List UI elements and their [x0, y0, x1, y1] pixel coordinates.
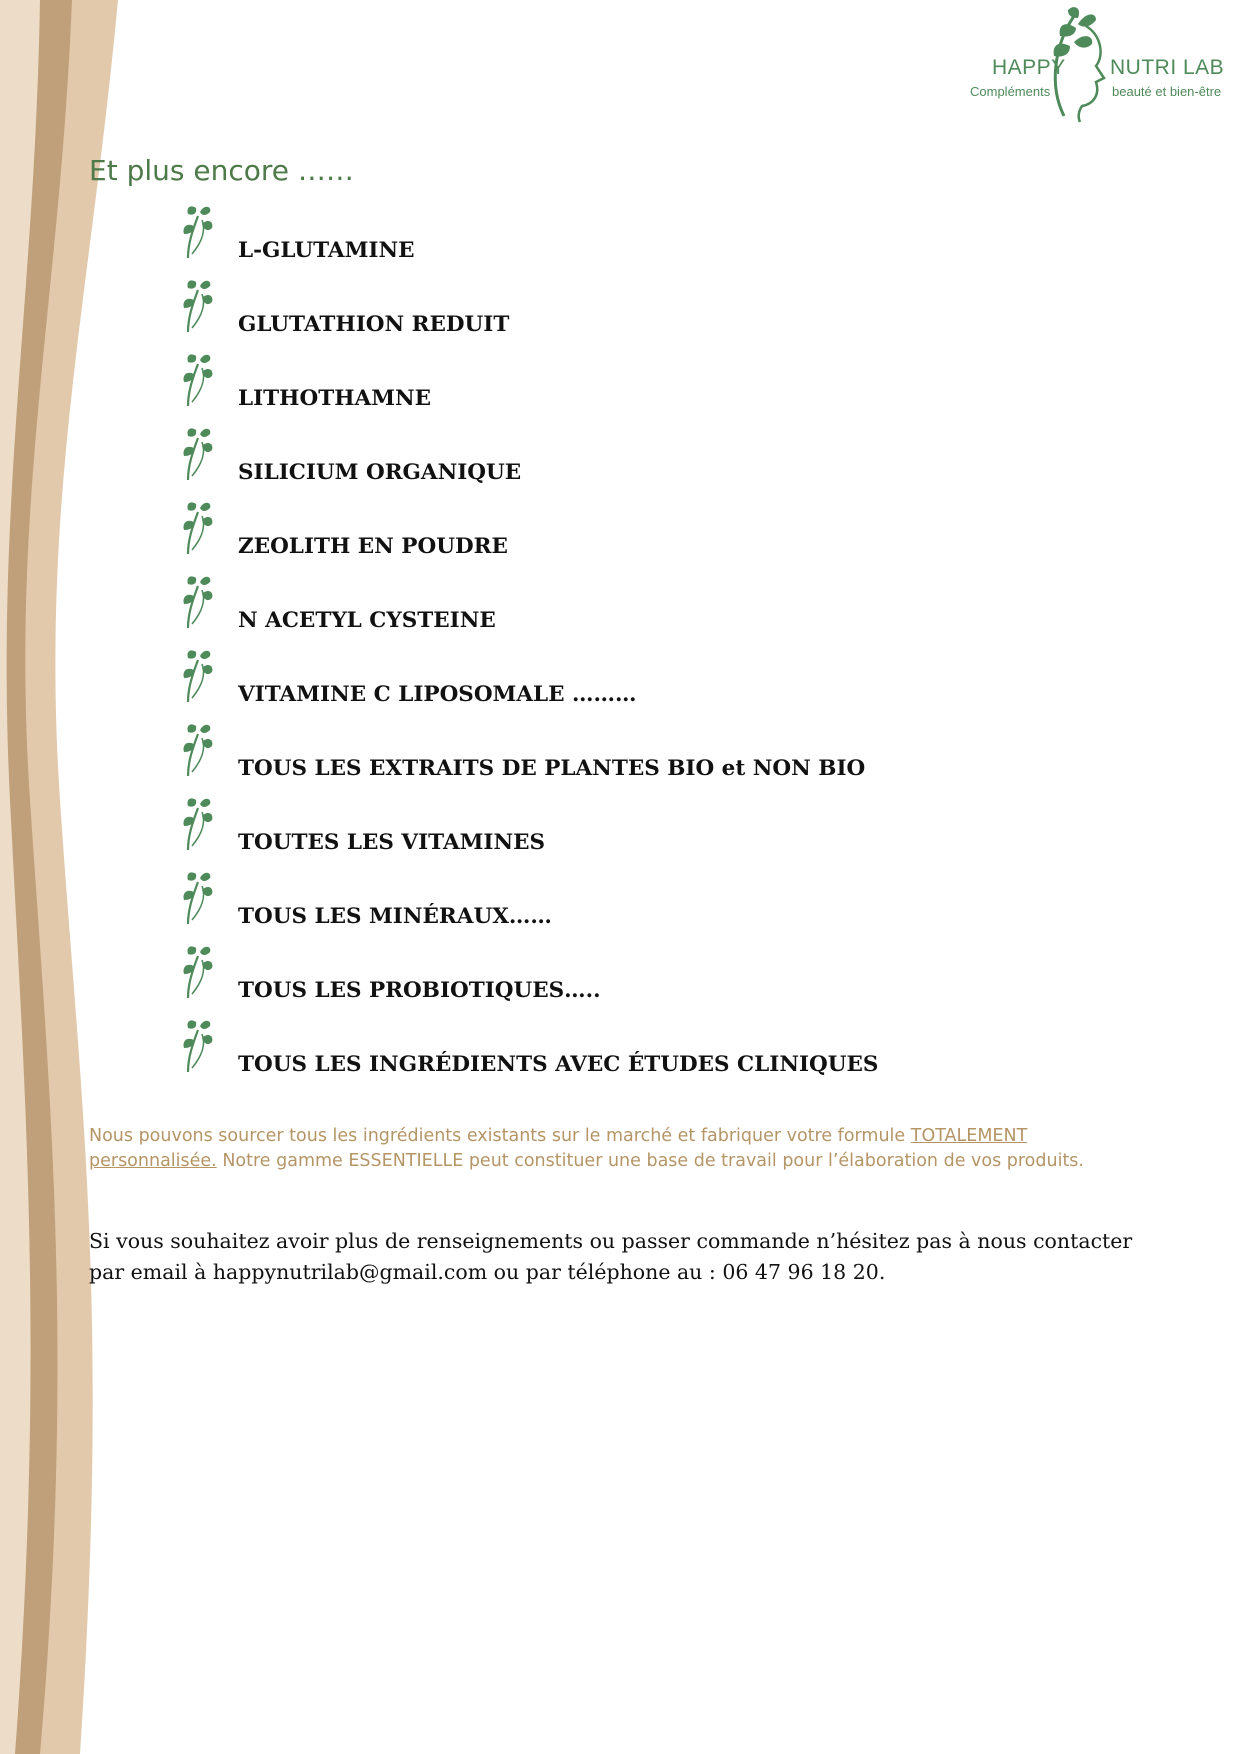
page-heading: Et plus encore ……: [89, 154, 354, 187]
list-item-label: TOUS LES MINÉRAUX……: [238, 904, 552, 929]
sourcing-text-1: Nous pouvons sourcer tous les ingrédients existants sur le marché et fabriquer votre formule: [89, 1126, 911, 1146]
list-item-label: TOUS LES PROBIOTIQUES…..: [238, 978, 601, 1003]
leaf-bullet-icon: [180, 1018, 214, 1074]
sourcing-paragraph: [89, 1124, 1149, 1174]
leaf-bullet-icon: [180, 944, 214, 1000]
list-item-label: L-GLUTAMINE: [238, 238, 415, 263]
list-item-label: SILICIUM ORGANIQUE: [238, 460, 522, 485]
leaf-bullet-icon: [180, 352, 214, 408]
list-item-label: VITAMINE C LIPOSOMALE ………: [238, 682, 637, 707]
logo-brand-right: NUTRI LAB: [1110, 56, 1225, 79]
list-item-label: TOUS LES INGRÉDIENTS AVEC ÉTUDES CLINIQUES: [238, 1052, 879, 1077]
list-item-label: TOUTES LES VITAMINES: [238, 830, 546, 855]
list-item-label: ZEOLITH EN POUDRE: [238, 534, 508, 559]
contact-paragraph: Si vous souhaitez avoir plus de renseignements ou passer commande n’hésitez pas à nous contacter par email à happynutrilab@gmail.com ou par téléphone au : 06 47 96 18 20.: [89, 1229, 1133, 1284]
leaf-bullet-icon: [180, 574, 214, 630]
leaf-bullet-icon: [180, 500, 214, 556]
brand-logo: [966, 6, 1236, 126]
list-item-label: TOUS LES EXTRAITS DE PLANTES BIO et NON BIO: [238, 756, 866, 781]
list-item-label: GLUTATHION REDUIT: [238, 312, 510, 337]
list-item-label: N ACETYL CYSTEINE: [238, 608, 496, 633]
logo-tagline-left: Compléments: [970, 84, 1051, 99]
leaf-bullet-icon: [180, 722, 214, 778]
leaf-bullet-icon: [180, 204, 214, 260]
leaf-bullet-icon: [180, 648, 214, 704]
sourcing-text-2: Notre gamme ESSENTIELLE peut constituer une base de travail pour l’élaboration de vos produits.: [216, 1151, 1084, 1171]
logo-tagline-right: beauté et bien-être: [1112, 84, 1222, 99]
decorative-wave-border: [0, 0, 130, 1754]
logo-brand-left: HAPPY: [992, 56, 1066, 79]
leaf-bullet-icon: [180, 870, 214, 926]
sourcing-emphasis: TOTALEMENT personnalisée.: [89, 1126, 1028, 1171]
list-item-label: LITHOTHAMNE: [238, 386, 432, 411]
leaf-bullet-icon: [180, 278, 214, 334]
leaf-bullet-icon: [180, 426, 214, 482]
leaf-bullet-icon: [180, 796, 214, 852]
